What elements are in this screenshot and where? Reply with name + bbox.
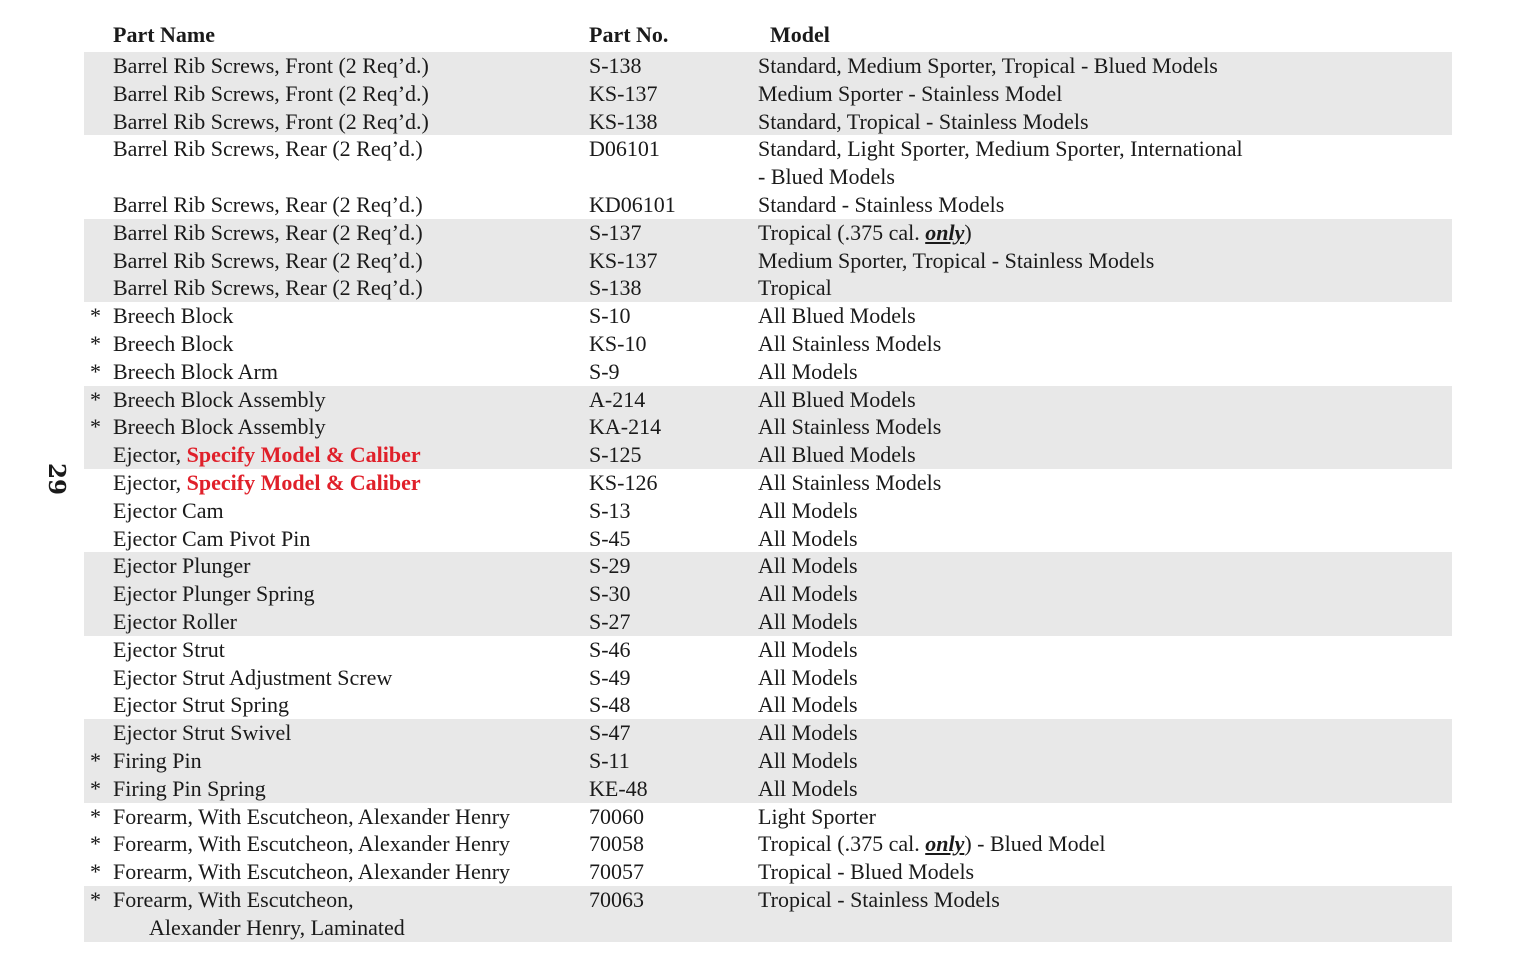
part-name-cell: [113, 469, 421, 497]
part-name-cell: [113, 858, 510, 886]
part-name-cell: [113, 274, 423, 302]
header-model: Model: [770, 22, 830, 47]
part-name-cell: [113, 636, 225, 664]
part-name-text: Ejector Strut: [113, 636, 225, 662]
table-row: [84, 691, 1452, 719]
model-text: All Models: [758, 692, 858, 718]
model-text: All Models: [758, 525, 858, 551]
table-row: [84, 247, 1452, 275]
model-cell: [758, 858, 1318, 886]
part-number-cell: 70060: [589, 803, 644, 829]
part-name-cell: [113, 330, 233, 358]
part-number-cell: KS-138: [589, 108, 658, 134]
model-text: All Stainless Models: [758, 469, 942, 495]
part-number-cell: S-138: [589, 53, 642, 78]
part-number-cell: S-46: [589, 636, 631, 662]
part-number-cell: S-47: [589, 720, 631, 746]
model-cell: [758, 886, 1318, 914]
table-row: [84, 719, 1452, 747]
table-row: [84, 441, 1452, 469]
model-cell: [758, 469, 1318, 497]
model-text: All Blued Models: [758, 303, 916, 329]
part-name-cell: [113, 80, 429, 108]
model-text: All Models: [758, 581, 858, 607]
required-marker: *: [90, 859, 101, 885]
part-name-cell: [113, 886, 405, 942]
part-name-cell: [113, 135, 423, 163]
model-cell: [758, 413, 1318, 441]
table-row: [84, 858, 1452, 886]
model-cell: [758, 664, 1318, 692]
model-cell: [758, 691, 1318, 719]
model-text: All Models: [758, 608, 858, 634]
part-name-cell: [113, 191, 423, 219]
model-cell: [758, 441, 1318, 469]
part-name-cell: [113, 552, 250, 580]
part-name-cell: [113, 747, 202, 775]
part-number-cell: KE-48: [589, 775, 648, 801]
model-text: All Stainless Models: [758, 330, 942, 356]
model-continuation: - Blued Models: [758, 164, 895, 190]
part-name-text: Barrel Rib Screws, Front (2 Req’d.): [113, 53, 429, 78]
model-text: Standard, Light Sporter, Medium Sporter, International: [758, 136, 1243, 162]
table-row: [84, 664, 1452, 692]
table-row: [84, 886, 1452, 942]
part-name-cell: [113, 608, 237, 636]
part-name-text: Ejector Plunger: [113, 553, 251, 579]
specify-note: Specify Model & Caliber: [186, 469, 421, 495]
part-name-text: Barrel Rib Screws, Rear (2 Req’d.): [113, 247, 423, 273]
table-row: [84, 108, 1452, 136]
model-cell: [758, 608, 1318, 636]
part-name-cell: [113, 358, 278, 386]
model-text: All Models: [758, 720, 858, 746]
part-number-cell: 70063: [589, 886, 644, 912]
table-row: [84, 636, 1452, 664]
only-emphasis: only: [925, 831, 965, 857]
model-text: Tropical: [758, 275, 832, 301]
model-cell: [758, 497, 1318, 525]
part-name-text: Barrel Rib Screws, Rear (2 Req’d.): [113, 275, 423, 301]
part-number-cell: KD06101: [589, 191, 676, 217]
part-name-cell: [113, 580, 315, 608]
model-cell: [758, 302, 1318, 330]
part-number-cell: S-29: [589, 553, 631, 579]
header-part-no: Part No.: [589, 22, 669, 47]
part-name-text: Forearm, With Escutcheon, Alexander Henry: [113, 831, 511, 857]
model-cell: [758, 830, 1318, 858]
part-number-cell: S-11: [589, 747, 630, 773]
part-number-cell: S-9: [589, 358, 620, 384]
part-name-cell: [113, 775, 266, 803]
part-name-cell: [113, 525, 310, 553]
part-name-text: Ejector Plunger Spring: [113, 581, 315, 607]
model-cell: [758, 552, 1318, 580]
model-text: Light Sporter: [758, 803, 876, 829]
model-cell: [758, 247, 1318, 275]
table-row: [84, 469, 1452, 497]
model-cell: [758, 747, 1318, 775]
part-name-text: Ejector Strut Swivel: [113, 720, 292, 746]
required-marker: *: [90, 831, 101, 857]
part-name-cell: [113, 247, 423, 275]
table-row: [84, 386, 1452, 414]
part-name-cell: [113, 108, 429, 136]
table-row: [84, 191, 1452, 219]
model-text: All Stainless Models: [758, 414, 942, 440]
required-marker: *: [90, 747, 101, 773]
part-name-text: Forearm, With Escutcheon, Alexander Henry: [113, 803, 511, 829]
part-number-cell: KS-137: [589, 247, 658, 273]
part-name-text: Breech Block: [113, 303, 234, 329]
model-text: All Models: [758, 747, 858, 773]
model-text: Tropical (.375 cal.: [758, 831, 926, 857]
part-number-cell: KS-126: [589, 469, 658, 495]
part-number-cell: S-49: [589, 664, 631, 690]
only-emphasis: only: [925, 219, 965, 245]
table-row: [84, 747, 1452, 775]
part-name-text: Barrel Rib Screws, Front (2 Req’d.): [113, 80, 429, 106]
table-row: [84, 775, 1452, 803]
table-row: [84, 830, 1452, 858]
part-number-cell: S-13: [589, 497, 631, 523]
table-row: [84, 219, 1452, 247]
table-row: [84, 135, 1452, 191]
header-part-name: Part Name: [113, 22, 216, 47]
table-row: [84, 274, 1452, 302]
table-row: [84, 413, 1452, 441]
part-name-cell: [113, 219, 423, 247]
model-text: ): [964, 219, 972, 245]
part-name-cell: [113, 497, 224, 525]
table-row: [84, 525, 1452, 553]
part-name-text: Forearm, With Escutcheon, Alexander Henry: [113, 859, 511, 885]
table-row: [84, 497, 1452, 525]
part-number-cell: KA-214: [589, 414, 662, 440]
model-text: All Models: [758, 553, 858, 579]
table-row: [84, 608, 1452, 636]
part-number-cell: 70058: [589, 831, 644, 857]
part-number-cell: S-138: [589, 275, 642, 301]
model-cell: [758, 52, 1318, 80]
part-name-text: Firing Pin Spring: [113, 775, 266, 801]
required-marker: *: [90, 358, 101, 384]
model-cell: [758, 330, 1318, 358]
part-name-cell: [113, 441, 421, 469]
part-name-text: Forearm, With Escutcheon,: [113, 886, 354, 912]
model-text: All Blued Models: [758, 442, 916, 468]
part-name-text: Ejector,: [113, 469, 187, 495]
model-cell: [758, 191, 1318, 219]
table-row: [84, 580, 1452, 608]
model-text: All Models: [758, 775, 858, 801]
part-name-text: Barrel Rib Screws, Rear (2 Req’d.): [113, 136, 423, 162]
table-row: [84, 80, 1452, 108]
model-cell: [758, 219, 1318, 247]
part-name-cell: [113, 664, 392, 692]
part-name-text: Breech Block Assembly: [113, 414, 326, 440]
table-row: [84, 552, 1452, 580]
part-name-cell: [113, 302, 233, 330]
part-number-cell: S-27: [589, 608, 631, 634]
table-row: [84, 358, 1452, 386]
model-cell: [758, 636, 1318, 664]
part-name-text: Barrel Rib Screws, Rear (2 Req’d.): [113, 219, 423, 245]
model-text: ) - Blued Model: [964, 831, 1106, 857]
model-cell: [758, 274, 1318, 302]
required-marker: *: [90, 414, 101, 440]
part-number-cell: S-45: [589, 525, 631, 551]
model-cell: [758, 803, 1318, 831]
model-cell: [758, 80, 1318, 108]
part-name-text: Ejector Roller: [113, 608, 238, 634]
part-name-text: Ejector Strut Adjustment Screw: [113, 664, 393, 690]
part-name-text: Ejector Strut Spring: [113, 692, 289, 718]
part-number-cell: A-214: [589, 386, 646, 412]
part-name-text: Ejector Cam: [113, 497, 224, 523]
model-text: Standard - Stainless Models: [758, 191, 1005, 217]
model-text: All Models: [758, 664, 858, 690]
table-row: [84, 803, 1452, 831]
part-name-text: Breech Block: [113, 330, 234, 356]
part-name-text: Barrel Rib Screws, Rear (2 Req’d.): [113, 191, 423, 217]
model-text: Medium Sporter - Stainless Model: [758, 80, 1063, 106]
part-name-cell: [113, 830, 510, 858]
part-number-cell: S-10: [589, 303, 631, 329]
model-cell: [758, 775, 1318, 803]
part-name-text: Ejector,: [113, 442, 187, 468]
model-cell: [758, 580, 1318, 608]
table-row: [84, 52, 1452, 80]
model-cell: [758, 525, 1318, 553]
specify-note: Specify Model & Caliber: [186, 442, 421, 468]
required-marker: *: [90, 803, 101, 829]
part-number-cell: KS-137: [589, 80, 658, 106]
model-text: Standard, Tropical - Stainless Models: [758, 108, 1089, 134]
part-number-cell: 70057: [589, 859, 644, 885]
part-name-continuation: Alexander Henry, Laminated: [149, 914, 405, 940]
part-name-cell: [113, 52, 429, 80]
table-row: [84, 330, 1452, 358]
model-cell: [758, 135, 1318, 191]
model-text: All Blued Models: [758, 386, 916, 412]
model-text: Tropical - Blued Models: [758, 859, 975, 885]
required-marker: *: [90, 303, 101, 329]
part-name-text: Ejector Cam Pivot Pin: [113, 525, 311, 551]
model-text: All Models: [758, 497, 858, 523]
model-text: All Models: [758, 636, 858, 662]
part-number-cell: D06101: [589, 136, 660, 162]
part-number-cell: S-48: [589, 692, 631, 718]
part-name-text: Barrel Rib Screws, Front (2 Req’d.): [113, 108, 429, 134]
table-body: [84, 52, 1452, 942]
part-name-cell: [113, 691, 289, 719]
part-name-text: Breech Block Assembly: [113, 386, 326, 412]
page-number: 29: [43, 463, 70, 496]
table-row: [84, 302, 1452, 330]
part-name-text: Breech Block Arm: [113, 358, 278, 384]
part-number-cell: S-125: [589, 442, 642, 468]
part-number-cell: S-137: [589, 219, 642, 245]
required-marker: *: [90, 886, 101, 912]
part-name-cell: [113, 719, 291, 747]
model-text: Medium Sporter, Tropical - Stainless Models: [758, 247, 1155, 273]
model-text: Standard, Medium Sporter, Tropical - Blued Models: [758, 53, 1218, 78]
part-name-text: Firing Pin: [113, 747, 202, 773]
model-text: Tropical (.375 cal.: [758, 219, 926, 245]
required-marker: *: [90, 330, 101, 356]
model-cell: [758, 719, 1318, 747]
part-name-cell: [113, 413, 326, 441]
model-cell: [758, 108, 1318, 136]
table-header: [84, 18, 1452, 52]
model-text: All Models: [758, 358, 858, 384]
part-name-cell: [113, 386, 326, 414]
part-number-cell: S-30: [589, 581, 631, 607]
model-cell: [758, 358, 1318, 386]
model-text: Tropical - Stainless Models: [758, 886, 1000, 912]
model-cell: [758, 386, 1318, 414]
part-number-cell: KS-10: [589, 330, 647, 356]
required-marker: *: [90, 386, 101, 412]
part-name-cell: [113, 803, 510, 831]
required-marker: *: [90, 775, 101, 801]
parts-table: [84, 18, 1452, 942]
